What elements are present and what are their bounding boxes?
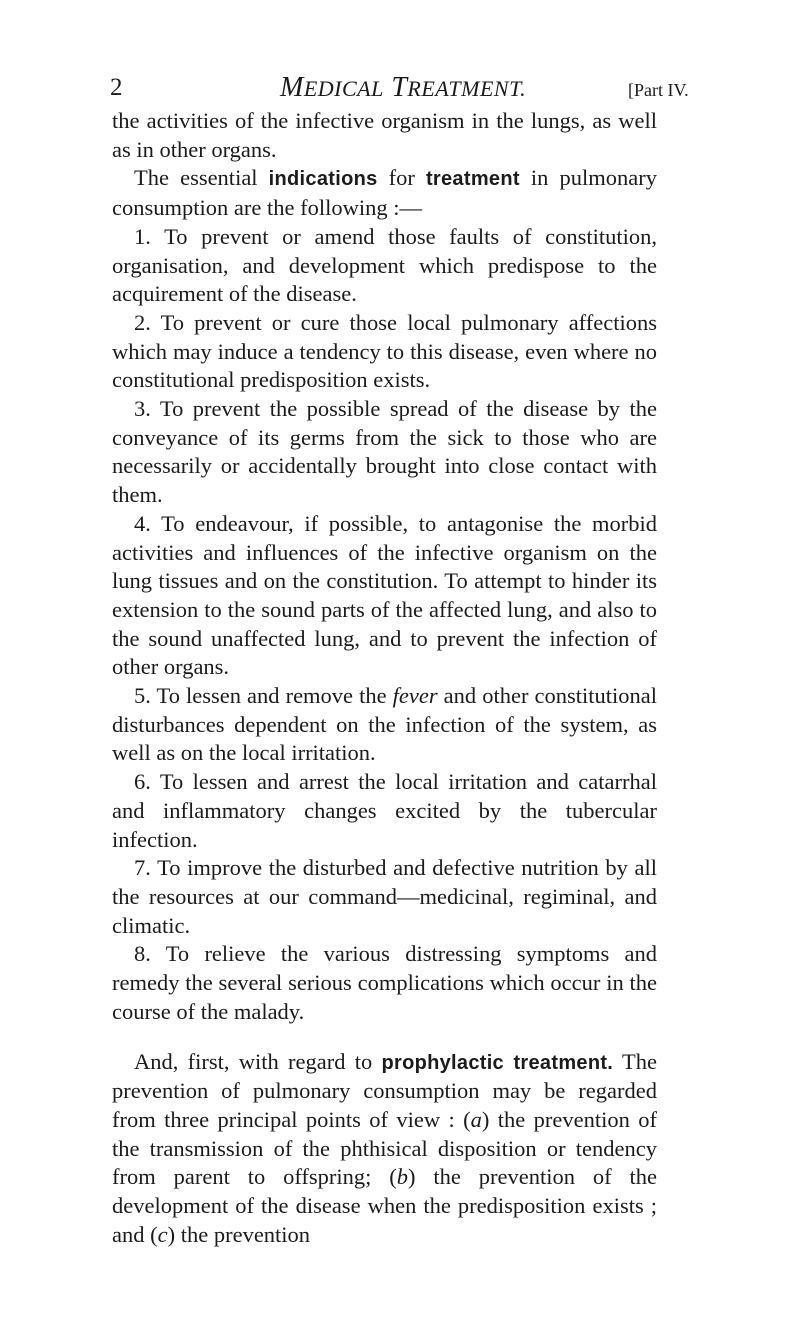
indication-item-5: 5. To lessen and remove the fever and other constitutional disturbances dependent on the infection of the system, as well as on the local irritation. <box>112 683 657 766</box>
continued-paragraph: the activities of the infective organism in the lungs, as well as in other organs. <box>112 108 657 162</box>
page-number: 2 <box>110 74 123 101</box>
indication-item-6: 6. To lessen and arrest the local irritation and catarrhal and inflammatory changes excited by the tubercular infection. <box>112 769 657 852</box>
bold-term-prophylactic: prophylactic treatment. <box>381 1051 614 1074</box>
indication-item-3: 3. To prevent the possible spread of the disease by the conveyance of its germs from the sick to those who are necessarily or accidentally brought into close contact with them. <box>112 396 657 508</box>
running-title: MEDICAL TREATMENT. <box>280 72 527 103</box>
prophylactic-paragraph: And, first, with regard to prophylactic treatment. The prevention of pulmonary consumption may be regarded from three principal points of view : (a) the prevention of the transmission of the phthisical disposition or tendency from parent to offspring; (b) the prevention of the development of the disease when the predisposition exists ; and (c) the prevention <box>112 1048 657 1247</box>
bold-term-treatment: treatment <box>425 168 520 191</box>
indication-item-8: 8. To relieve the various distressing symptoms and remedy the several serious complications which occur in the course of the malady. <box>112 941 657 1024</box>
indications-paragraph: The essential indications for treatment in pulmonary consumption are the following :— <box>112 165 657 221</box>
bold-term-indications: indications <box>268 168 378 191</box>
indication-item-1: 1. To prevent or amend those faults of constitution, organisation, and development which predispose to the acquirement of the disease. <box>112 223 657 307</box>
running-header <box>110 72 689 106</box>
indication-item-7: 7. To improve the disturbed and defective nutrition by all the resources at our command—medicinal, regiminal, and climatic. <box>112 855 657 938</box>
indication-item-4: 4. To endeavour, if possible, to antagonise the morbid activities and influences of the infective organism on the lung tissues and on the constitution. To attempt to hinder its extension to the sound parts of the affected lung, and also to the sound unaffected lung, and to prevent the infection of other organs. <box>112 510 657 680</box>
indication-item-2: 2. To prevent or cure those local pulmonary affections which may induce a tendency to this disease, even where no constitutional predisposition exists. <box>112 309 657 393</box>
part-label: [Part IV. <box>628 80 689 100</box>
body-text <box>112 107 657 1249</box>
